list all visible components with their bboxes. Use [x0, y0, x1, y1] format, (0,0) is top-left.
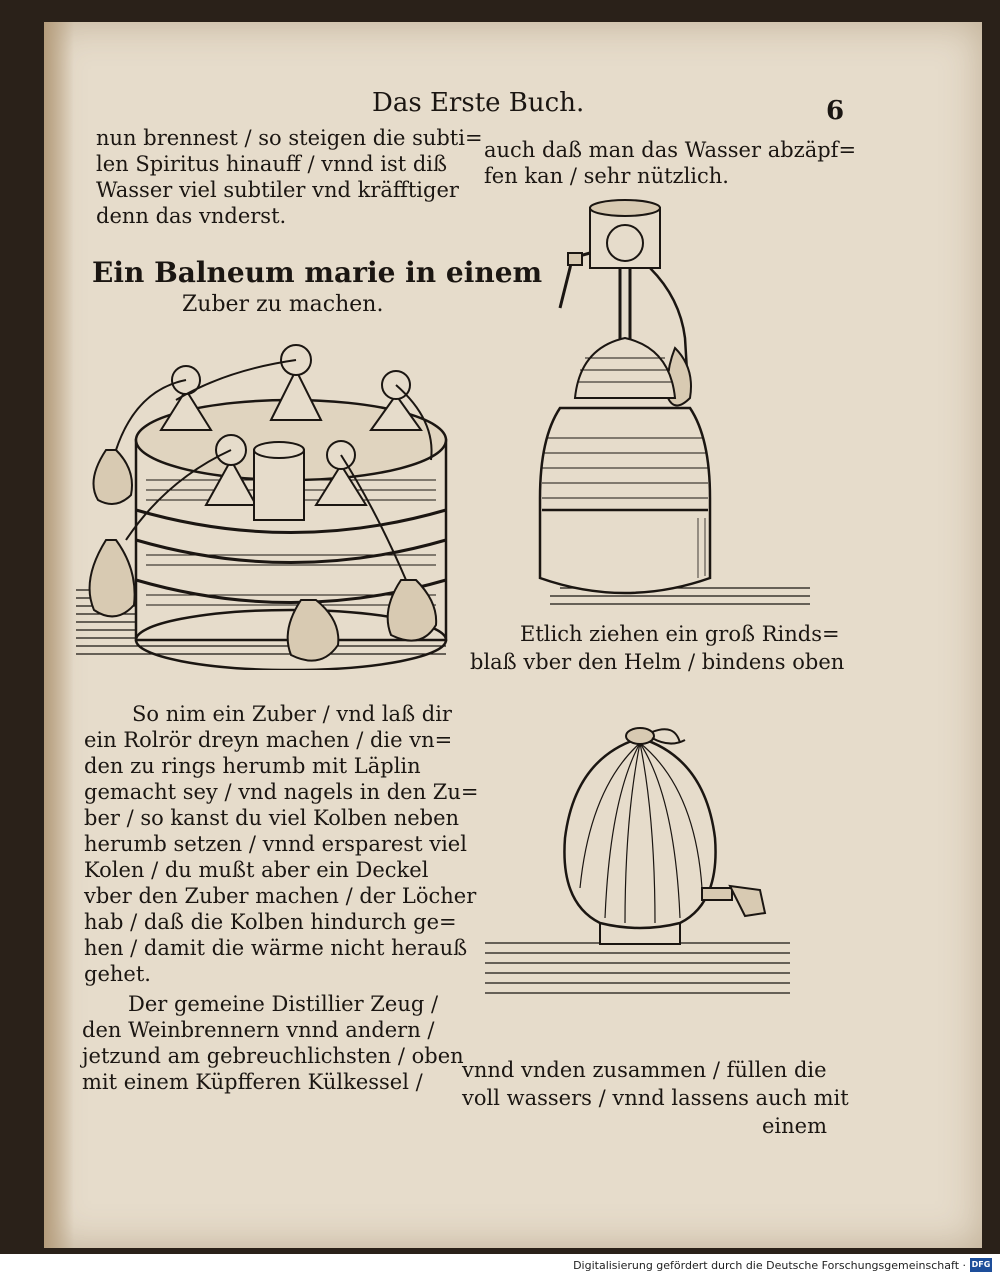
- page-number: 6: [826, 96, 845, 126]
- text-line: nun brennest / so steigen die subti=: [96, 126, 483, 150]
- text-line: den Weinbrennern vnnd andern /: [82, 1018, 435, 1042]
- text-line: den zu rings herumb mit Läplin: [84, 754, 421, 778]
- text-line: gehet.: [84, 962, 151, 986]
- text-line: hen / damit die wärme nicht herauß: [84, 936, 468, 960]
- text-line: Etlich ziehen ein groß Rinds=: [520, 622, 840, 646]
- digitization-footer: [0, 1254, 1000, 1278]
- text-line: herumb setzen / vnnd ersparest viel: [84, 832, 467, 856]
- text-line: Kolen / du mußt aber ein Deckel: [84, 858, 429, 882]
- page-gutter-shadow: [44, 22, 74, 1248]
- running-title: Das Erste Buch.: [372, 88, 585, 118]
- text-line: mit einem Küpfferen Külkessel /: [82, 1070, 423, 1094]
- text-line: auch daß man das Wasser abzäpf=: [484, 138, 857, 162]
- section-subtitle: Zuber zu machen.: [182, 292, 384, 317]
- dfg-logo-icon: DFG: [970, 1258, 992, 1272]
- flask-with-tap-woodcut: [520, 198, 820, 618]
- text-line: len Spiritus hinauff / vnnd ist diß: [96, 152, 448, 176]
- text-line: blaß vber den Helm / bindens oben: [470, 650, 845, 674]
- text-line: gemacht sey / vnd nagels in den Zu=: [84, 780, 479, 804]
- text-line: einem: [762, 1114, 828, 1138]
- bladder-covered-vessel-woodcut: [480, 718, 800, 1008]
- text-line: ein Rolrör dreyn machen / die vn=: [84, 728, 453, 752]
- text-line: So nim ein Zuber / vnd laß dir: [132, 702, 452, 726]
- text-line: Der gemeine Distillier Zeug /: [128, 992, 439, 1016]
- text-line: voll wassers / vnnd lassens auch mit: [462, 1086, 849, 1110]
- section-title: Ein Balneum marie in einem: [92, 256, 543, 289]
- footer-credit: Digitalisierung gefördert durch die Deutsche Forschungsgemeinschaft ·: [573, 1259, 966, 1272]
- text-line: fen kan / sehr nützlich.: [484, 164, 729, 188]
- text-line: hab / daß die Kolben hindurch ge=: [84, 910, 457, 934]
- text-line: vber den Zuber machen / der Löcher: [84, 884, 477, 908]
- text-line: jetzund am gebreuchlichsten / oben: [82, 1044, 464, 1068]
- text-line: ber / so kanst du viel Kolben neben: [84, 806, 460, 830]
- text-line: denn das vnderst.: [96, 204, 287, 228]
- text-line: Wasser viel subtiler vnd kräfftiger: [96, 178, 459, 202]
- balneum-marie-tub-woodcut: [76, 340, 456, 670]
- text-line: vnnd vnden zusammen / füllen die: [462, 1058, 827, 1082]
